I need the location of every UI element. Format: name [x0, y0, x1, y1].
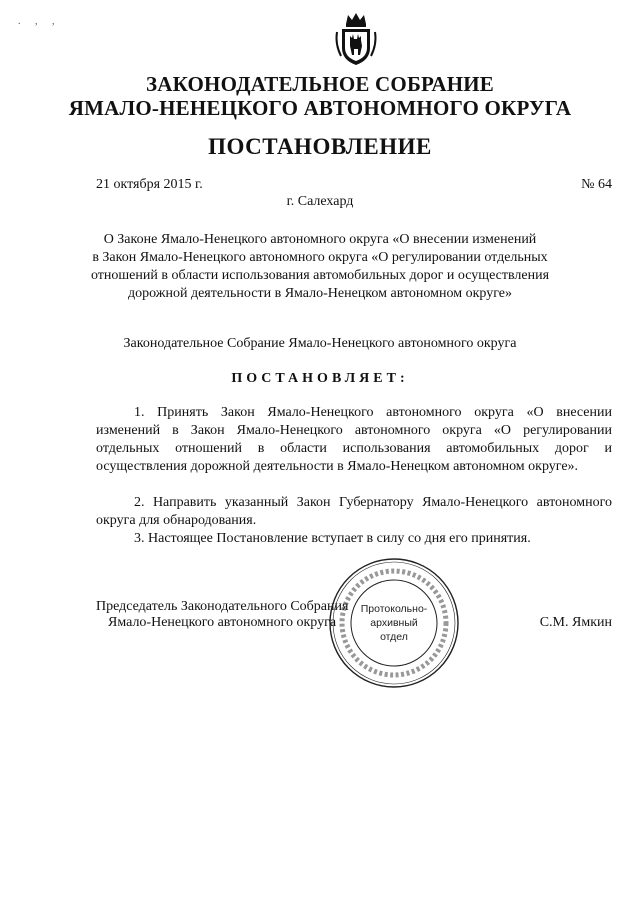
- subject-line: дорожной деятельности в Ямало-Ненецком автономном округе»: [128, 286, 512, 301]
- document-number: № 64: [581, 177, 612, 192]
- subject-block: [0, 231, 640, 303]
- signatory-position-line2: Ямало-Ненецкого автономного округа: [108, 615, 337, 630]
- signatory-position-line1: Председатель Законодательного Собрания: [96, 599, 349, 614]
- subject-line: О Законе Ямало-Ненецкого автономного округа «О внесении изменений: [103, 232, 537, 247]
- scan-specks: . , ,: [18, 16, 61, 27]
- decree-item-1: 1. Принять Закон Ямало-Ненецкого автономного округа «О внесении изменений в Закон Ямало-Ненецкого автономного округа «О регулировании отдельных отношений в области использования автомобильных дорог и осуществления дорожной деятельности в Ямало-Ненецком автономном округе».: [96, 405, 612, 474]
- decree-item-3: 3. Настоящее Постановление вступает в силу со дня его принятия.: [134, 531, 531, 546]
- stamp-line: архивный: [370, 617, 418, 629]
- document-date: 21 октября 2015 г.: [96, 177, 203, 192]
- org-name-line2: ЯМАЛО-НЕНЕЦКОГО АВТОНОМНОГО ОКРУГА: [68, 96, 572, 120]
- org-name-line1: ЗАКОНОДАТЕЛЬНОЕ СОБРАНИЕ: [145, 72, 495, 96]
- stamp-text: [326, 602, 462, 644]
- stamp-line: отдел: [380, 631, 408, 643]
- document-city: г. Салехард: [286, 194, 354, 209]
- archive-stamp: [326, 555, 462, 691]
- stamp-line: Протокольно-: [360, 603, 428, 615]
- subject-line: отношений в области использования автомобильных дорог и осуществления: [90, 268, 550, 283]
- subject-line: в Закон Ямало-Ненецкого автономного округа «О регулировании отдельных: [92, 250, 548, 265]
- signatory-name: С.М. Ямкин: [539, 615, 612, 630]
- decree-heading: ПОСТАНОВЛЯЕТ:: [231, 371, 409, 386]
- preamble: Законодательное Собрание Ямало-Ненецкого автономного округа: [123, 336, 517, 351]
- coat-of-arms-icon: [333, 10, 379, 68]
- document-type: ПОСТАНОВЛЕНИЕ: [208, 134, 432, 159]
- decree-item-2: 2. Направить указанный Закон Губернатору Ямало-Ненецкого автономного округа для обнародования.: [96, 495, 612, 528]
